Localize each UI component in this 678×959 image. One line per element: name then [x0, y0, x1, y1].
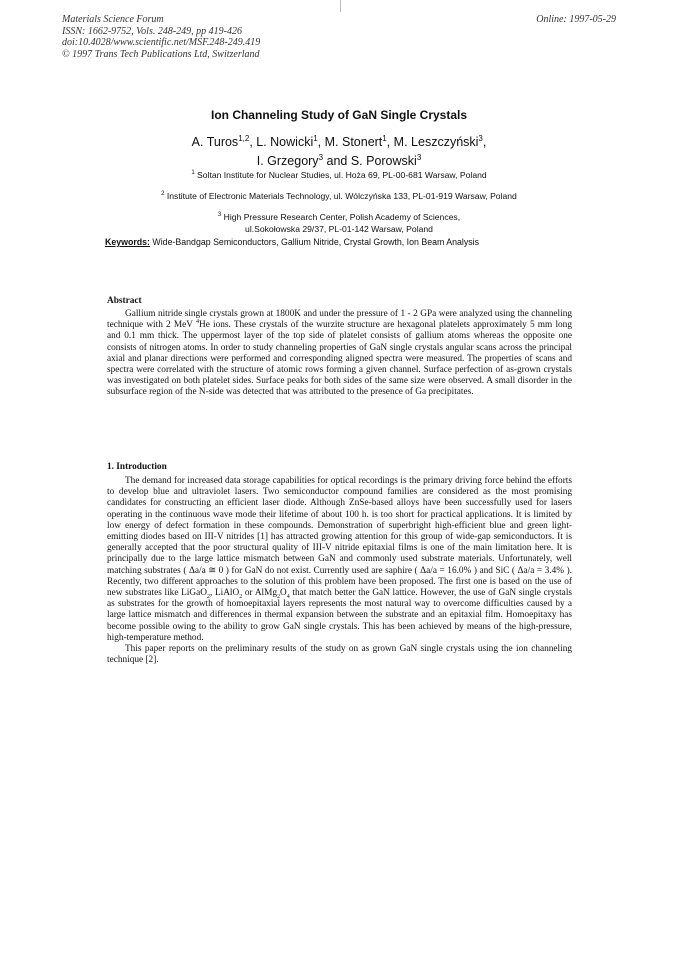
affiliation-item: [0, 167, 678, 181]
issn-line: ISSN: 1662-9752, Vols. 248-249, pp 419-426: [62, 25, 242, 37]
author-affil-sup: 1: [382, 134, 387, 143]
introduction-body: [107, 476, 572, 666]
author-name: I. Grzegory: [256, 154, 319, 169]
intro-text: , LiAlO: [209, 588, 240, 599]
subscript: 4: [286, 593, 290, 600]
copyright-line: © 1997 Trans Tech Publications Ltd, Switzerland: [62, 48, 260, 60]
keywords: [105, 237, 575, 247]
author-separator: ,: [482, 135, 487, 150]
keywords-text: Wide-Bandgap Semiconductors, Gallium Nitride, Crystal Growth, Ion Beam Analysis: [149, 237, 480, 247]
affiliation-text: High Pressure Research Center, Polish Academy of Sciences,: [221, 211, 461, 222]
abstract-text: Gallium nitride single crystals grown at 1800K and under the pressure of 1 - 2 GPa were analyzed using the channeling technique with 2 MeV: [107, 309, 572, 331]
author-name: and S. Porowski: [323, 154, 417, 169]
introduction-heading: 1. Introduction: [107, 462, 167, 472]
author-affil-sup: 1,2: [238, 134, 250, 143]
abstract-text: He ions. These crystals of the wurzite structure are hexagonal platelets approximately 5 mm long and 0.1 mm thick. The uppermost layer of the top side of platelet consists of gallium atoms whereas the opposite one consists of nitrogen atoms. In order to study channeling properties of GaN single crystals angular scans across the principal axial and planar directions were performed and corresponding aligned spectra were measured. The properties of scans and spectra were correlated with the structure of atomic rows forming a given channel. Surface perfection of as-grown crystals was investigated on both platelet sides. Surface peaks for both sides of the same size were observed. A small disorder in the subsurface region of the N-side was detected that was attributed to the presence of Ga precipitates.: [107, 320, 572, 398]
affiliation-item: [0, 188, 678, 202]
isotope-superscript: 4: [195, 319, 199, 326]
online-date: Online: 1997-05-29: [536, 14, 616, 25]
doi-line[interactable]: doi:10.4028/www.scientific.net/MSF.248-249.419: [62, 37, 261, 48]
author-line-1: [0, 131, 678, 150]
affiliation-text: Institute of Electronic Materials Technology, ul. Wólczyńska 133, PL-01-919 Warsaw, Poland: [164, 190, 517, 201]
intro-text: This paper reports on the preliminary results of the study on as grown GaN single crystals using the ion channeling technique [2].: [107, 644, 572, 666]
affiliation-number: 3: [217, 211, 222, 218]
journal-name: Materials Science Forum: [62, 14, 164, 25]
abstract-heading: Abstract: [107, 296, 142, 306]
author-name: , M. Stonert: [317, 135, 383, 150]
intro-text: The demand for increased data storage capabilities for optical recordings is the primary driving force behind the efforts to develop blue and ultraviolet lasers. Two semiconductor compound families are considered as the most promising candidates for constructing an efficient laser diode. Although ZnSe-based alloys have been successfully used for lasers operating in the continuous wave mode their lifetime of about 100 h. is too short for practical applications. It is limited by low energy of defect formation in these compounds. Demonstration of superbright high-efficient blue and green light-emitting diodes based on III-V nitrides [1] has attracted growing attention for this group of wide-gap semiconductors. It is generally accepted that the poor structural quality of III-V nitride epitaxial films is one of the main limitation here. It is principally due to the large lattice mismatch between GaN and commonly used substrate materials. Unfortunately, well matching substrates ( Δa/a ≅ 0 ) for GaN do not exist. Currently used are saphire ( Δa/a = 16.0% ) and SiC ( Δa/a = 3.4% ). Recently, two different approaches to the solution of this problem have been proposed. The first one is based on the use of new substrates like LiGaO: [107, 476, 572, 599]
affiliation-number: 1: [191, 170, 195, 176]
affiliation-number: 2: [161, 190, 165, 197]
introduction-paragraph-2: [107, 644, 572, 666]
journal-header: [62, 14, 616, 60]
intro-text: or AlMg: [242, 588, 278, 599]
abstract-paragraph: [107, 309, 572, 399]
author-name: , M. Leszczyński: [386, 135, 479, 150]
introduction-paragraph-1: [107, 476, 572, 644]
author-name: , L. Nowicki: [249, 135, 314, 150]
affiliation-list: [0, 167, 678, 235]
author-list: [0, 131, 678, 169]
page-top-mark: [340, 0, 341, 12]
author-affil-sup: 1: [313, 134, 318, 143]
intro-text: O: [280, 588, 287, 599]
keywords-label: Keywords:: [105, 237, 150, 247]
subscript: 2: [239, 593, 243, 600]
affiliation-text-line2: ul.Sokołowska 29/37, PL-01-142 Warsaw, Poland: [245, 223, 433, 234]
subscript: 2: [277, 593, 281, 600]
affiliation-text: Soltan Institute for Nuclear Studies, ul. Hoża 69, PL-00-681 Warsaw, Poland: [194, 169, 487, 180]
paper-title: Ion Channeling Study of GaN Single Crystals: [210, 108, 468, 122]
author-affil-sup: 3: [478, 134, 483, 143]
subscript: 2: [206, 593, 210, 600]
affiliation-item: [0, 209, 678, 235]
author-affil-sup: 3: [318, 153, 324, 163]
intro-text: that match better the GaN lattice. However, the use of GaN single crystals as substrates for the growth of homoepitaxial layers represents the most natural way to overcome difficulties caused by a large lattice mismatch and differences in thermal expansion between the substrate and an epitaxial film. Homoepitaxy has become possible owing to the ability to grow GaN single crystals. This has been achieved by means of the high-pressure, high-temperature method.: [107, 588, 573, 643]
author-affil-sup: 3: [416, 153, 422, 163]
author-name: A. Turos: [191, 135, 239, 150]
abstract-body: [107, 309, 572, 399]
